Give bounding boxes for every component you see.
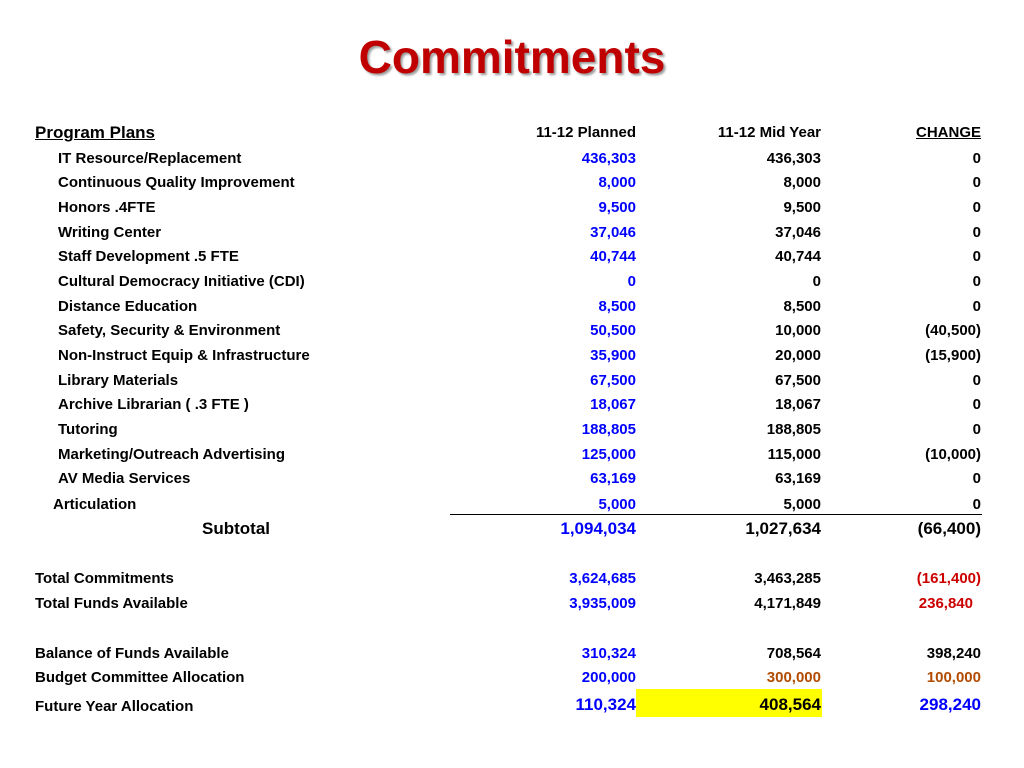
row-change: (15,900) bbox=[925, 347, 981, 364]
row-planned: 37,046 bbox=[590, 224, 636, 241]
subtotal-mid-year: 1,027,634 bbox=[745, 519, 821, 538]
balance-row bbox=[0, 642, 1024, 666]
future-year-row bbox=[0, 693, 1024, 717]
total-funds-row bbox=[0, 592, 1024, 616]
balance-planned: 310,324 bbox=[581, 645, 636, 662]
row-change: 0 bbox=[972, 396, 981, 413]
row-label: Continuous Quality Improvement bbox=[58, 174, 295, 191]
subtotal-label: Subtotal bbox=[202, 519, 270, 538]
future-year-planned: 110,324 bbox=[575, 695, 636, 714]
row-mid-year: 5,000 bbox=[783, 496, 821, 513]
total-funds-mid-year: 4,171,849 bbox=[754, 595, 821, 612]
future-year-mid-year: 408,564 bbox=[759, 695, 821, 714]
row-planned: 67,500 bbox=[590, 372, 636, 389]
row-mid-year: 115,000 bbox=[767, 446, 821, 463]
table-row bbox=[0, 270, 1024, 294]
table-row bbox=[0, 245, 1024, 269]
row-planned: 5,000 bbox=[598, 496, 636, 513]
row-planned: 8,500 bbox=[598, 298, 636, 315]
row-planned: 188,805 bbox=[581, 421, 636, 438]
table-row bbox=[0, 369, 1024, 393]
row-change: 0 bbox=[972, 273, 981, 290]
balance-mid-year: 708,564 bbox=[766, 645, 821, 662]
row-mid-year: 436,303 bbox=[766, 150, 821, 167]
future-year-change: 298,240 bbox=[919, 695, 981, 714]
row-mid-year: 0 bbox=[812, 273, 821, 290]
subtotal-change: (66,400) bbox=[917, 519, 981, 538]
row-change: (10,000) bbox=[925, 446, 981, 463]
row-change: 0 bbox=[972, 470, 981, 487]
row-mid-year: 188,805 bbox=[766, 421, 821, 438]
table-row bbox=[0, 171, 1024, 195]
future-year-label: Future Year Allocation bbox=[35, 698, 194, 715]
row-label: Staff Development .5 FTE bbox=[58, 248, 239, 265]
row-label: Cultural Democracy Initiative (CDI) bbox=[58, 273, 305, 290]
row-mid-year: 37,046 bbox=[775, 224, 821, 241]
row-change: 0 bbox=[972, 496, 981, 513]
slide-title: Commitments bbox=[358, 31, 666, 83]
table-row bbox=[0, 443, 1024, 467]
total-funds-label: Total Funds Available bbox=[35, 595, 188, 612]
table-row bbox=[0, 393, 1024, 417]
total-commitments-planned: 3,624,685 bbox=[569, 570, 636, 587]
row-change: 0 bbox=[972, 372, 981, 389]
subtotal-divider bbox=[450, 514, 982, 515]
row-mid-year: 20,000 bbox=[775, 347, 821, 364]
row-label: Archive Librarian ( .3 FTE ) bbox=[58, 396, 249, 413]
row-change: 0 bbox=[972, 199, 981, 216]
row-planned: 18,067 bbox=[590, 396, 636, 413]
balance-change: 398,240 bbox=[926, 645, 981, 662]
budget-committee-change: 100,000 bbox=[926, 669, 981, 686]
table-row bbox=[0, 319, 1024, 343]
row-label: Library Materials bbox=[58, 372, 179, 389]
table-row bbox=[0, 467, 1024, 491]
table-row bbox=[0, 418, 1024, 442]
row-change: 0 bbox=[972, 150, 981, 167]
header-program-plans: Program Plans bbox=[35, 123, 155, 142]
budget-committee-planned: 200,000 bbox=[581, 669, 636, 686]
row-label: IT Resource/Replacement bbox=[58, 150, 242, 167]
row-mid-year: 8,000 bbox=[783, 174, 821, 191]
subtotal-row bbox=[0, 517, 1024, 541]
row-planned: 0 bbox=[627, 273, 636, 290]
row-mid-year: 8,500 bbox=[783, 298, 821, 315]
row-label: Non-Instruct Equip & Infrastructure bbox=[58, 347, 310, 364]
row-change: (40,500) bbox=[925, 322, 981, 339]
total-commitments-label: Total Commitments bbox=[35, 570, 174, 587]
table-row bbox=[0, 196, 1024, 220]
row-planned: 35,900 bbox=[590, 347, 636, 364]
row-planned: 40,744 bbox=[590, 248, 636, 265]
header-change: CHANGE bbox=[915, 124, 981, 141]
row-planned: 125,000 bbox=[581, 446, 636, 463]
total-commitments-mid-year: 3,463,285 bbox=[754, 570, 821, 587]
row-planned: 50,500 bbox=[590, 322, 636, 339]
row-label: Safety, Security & Environment bbox=[58, 322, 281, 339]
header-mid-year: 11-12 Mid Year bbox=[717, 124, 821, 141]
row-mid-year: 67,500 bbox=[775, 372, 821, 389]
header-planned: 11-12 Planned bbox=[535, 124, 636, 141]
budget-committee-mid-year: 300,000 bbox=[766, 669, 821, 686]
row-label: Distance Education bbox=[58, 298, 198, 315]
row-planned: 8,000 bbox=[598, 174, 636, 191]
row-label: Honors .4FTE bbox=[58, 199, 156, 216]
row-label: Marketing/Outreach Advertising bbox=[58, 446, 285, 463]
row-change: 0 bbox=[972, 298, 981, 315]
row-change: 0 bbox=[972, 174, 981, 191]
row-mid-year: 18,067 bbox=[775, 396, 821, 413]
row-label: Writing Center bbox=[58, 224, 162, 241]
table-row bbox=[0, 344, 1024, 368]
row-change: 0 bbox=[972, 248, 981, 265]
row-change: 0 bbox=[972, 421, 981, 438]
row-label: AV Media Services bbox=[58, 470, 191, 487]
row-mid-year: 63,169 bbox=[775, 470, 821, 487]
table-row bbox=[0, 147, 1024, 171]
total-commitments-change: (161,400) bbox=[916, 570, 981, 587]
row-change: 0 bbox=[972, 224, 981, 241]
table-header bbox=[0, 121, 1024, 145]
row-planned: 63,169 bbox=[590, 470, 636, 487]
table-row bbox=[0, 295, 1024, 319]
total-commitments-row bbox=[0, 567, 1024, 591]
balance-label: Balance of Funds Available bbox=[35, 645, 229, 662]
budget-committee-label: Budget Committee Allocation bbox=[35, 669, 245, 686]
row-mid-year: 9,500 bbox=[783, 199, 821, 216]
row-label: Tutoring bbox=[58, 421, 118, 438]
total-funds-planned: 3,935,009 bbox=[569, 595, 636, 612]
row-mid-year: 40,744 bbox=[775, 248, 821, 265]
row-planned: 9,500 bbox=[598, 199, 636, 216]
subtotal-planned: 1,094,034 bbox=[560, 519, 636, 538]
row-mid-year: 10,000 bbox=[775, 322, 821, 339]
table-row bbox=[0, 221, 1024, 245]
total-funds-change: 236,840 bbox=[918, 595, 973, 612]
row-label: Articulation bbox=[53, 496, 137, 513]
row-planned: 436,303 bbox=[581, 150, 636, 167]
budget-committee-row bbox=[0, 666, 1024, 690]
